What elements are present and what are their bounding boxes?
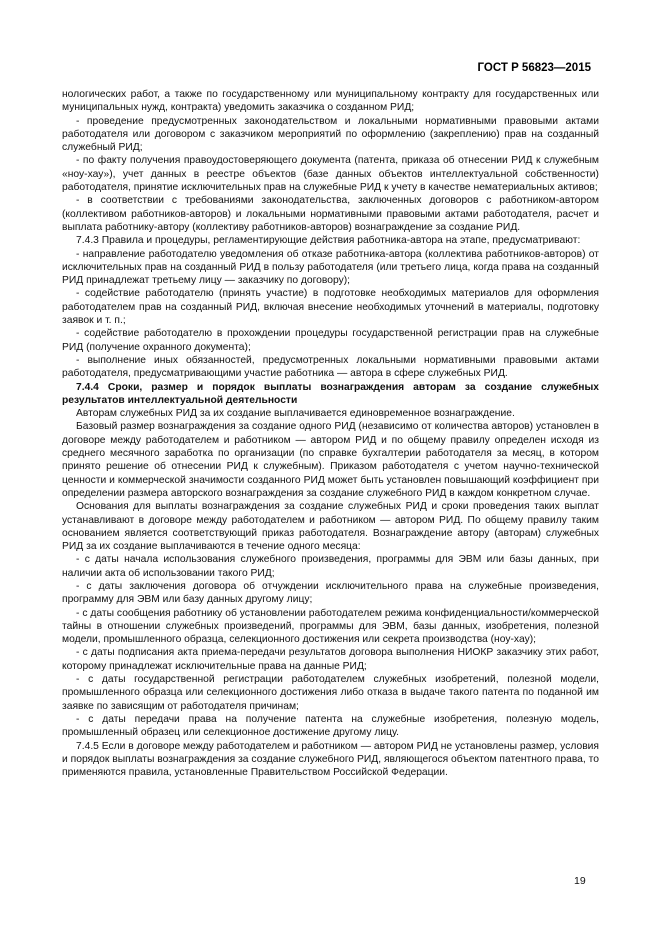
paragraph: нологических работ, а также по государственному или муниципальному контракту для государственных или муниципальных нужд, контракта) уведомить заказчика о созданном РИД; bbox=[62, 89, 599, 114]
paragraph: - по факту получения правоудостоверяющего документа (патента, приказа об отнесении РИД к служебным «ноу-хау»), учет данных в реестре объектов (базе данных объектов интеллектуальной собственности) работодателя, принятие исключительных прав на служебные РИД к учету в качестве нематериальных активов; bbox=[62, 155, 599, 194]
paragraph: 7.4.5 Если в договоре между работодателем и работником — автором РИД не установлены размер, условия и порядок выплаты вознаграждения за создание служебного РИД, являющегося объектом патентного права, то применяются правила, установленные Правительством Российской Федерации. bbox=[62, 740, 599, 779]
paragraph: - содействие работодателю в прохождении процедуры государственной регистрации прав на служебные РИД (получение охранного документа); bbox=[62, 328, 599, 353]
document-code-header: ГОСТ Р 56823—2015 bbox=[477, 62, 591, 74]
paragraph: Авторам служебных РИД за их создание выплачивается единовременное вознаграждение. bbox=[76, 408, 515, 420]
document-body bbox=[62, 88, 599, 779]
paragraph: - содействие работодателю (принять участие) в подготовке необходимых материалов для оформления работодателем прав на созданный РИД, включая внесение необходимых уточнений в материалы, подготовку заявок и т. п.; bbox=[62, 288, 599, 327]
paragraph: 7.4.4 Сроки, размер и порядок выплаты вознаграждения авторам за создание служебных результатов интеллектуальной деятельности bbox=[62, 381, 599, 406]
paragraph: Основания для выплаты вознаграждения за создание служебных РИД и сроки проведения таких выплат устанавливают в договоре между работодателем и работником — автором РИД. По общему правилу таким основанием является соответствующий приказ работодателя. Вознаграждение автору (авторам) служебных РИД за их создание выплачиваются в течение одного месяца: bbox=[62, 501, 599, 553]
paragraph: - с даты передачи права на получение патента на служебные изобретения, полезную модель, промышленный образец или селекционное достижение другому лицу. bbox=[62, 713, 599, 739]
paragraph: - выполнение иных обязанностей, предусмотренных локальными нормативными правовыми актами работодателя, предусматривающими участие работника — автора в сфере служебных РИД. bbox=[62, 354, 599, 380]
paragraph: - проведение предусмотренных законодательством и локальными нормативными правовыми актами работодателя или договором с заказчиком мероприятий по оформлению (закреплению) прав на созданный служебный РИД; bbox=[62, 115, 599, 154]
paragraph: - в соответствии с требованиями законодательства, заключенных договоров с работником-автором (коллективом работников-авторов) и локальными нормативными правовыми актами работодателя, расчет и выплата работнику-автору (коллективу работников-авторов) вознаграждение за создание РИД. bbox=[62, 195, 599, 233]
page-number: 19 bbox=[574, 875, 586, 887]
paragraph: - с даты государственной регистрации работодателем служебных изобретений, полезной модели, промышленного образца или селекционного достижения либо отказа в выдаче такого патента по поданной им заявке по зависящим от работодателя причинам; bbox=[62, 674, 599, 712]
paragraph: - с даты начала использования служебного произведения, программы для ЭВМ или базы данных, при наличии акта об использовании такого РИД; bbox=[62, 554, 599, 579]
paragraph: Базовый размер вознаграждения за создание одного РИД (независимо от количества авторов) установлен в договоре между работодателем и работником — автором РИД и по общему правилу определен исходя из среднего месячного заработка по организации (по справке бухгалтерии работодателя за месяц, в котором принято решение об отнесении РИД к служебным). Приказом работодателя с учетом научно-технической ценности и коммерческой значимости созданного РИД может быть установлен повышающий коэффициент при определении размера авторского вознаграждения за создание служебного РИД в каждом конкретном случае. bbox=[62, 421, 599, 499]
paragraph: - с даты сообщения работнику об установлении работодателем режима конфиденциальности/коммерческой тайны в отношении служебных произведений, программы для ЭВМ, базы данных, изобретения, полезной модели, промышленного образца, селекционного достижения или секрета производства (ноу-хау); bbox=[62, 607, 599, 646]
paragraph: 7.4.3 Правила и процедуры, регламентирующие действия работника-автора на этапе, предусматривают: bbox=[76, 235, 581, 247]
paragraph: - с даты подписания акта приема-передачи результатов договора выполнения НИОКР заказчику этих работ, которому принадлежат исключительные права на данные РИД; bbox=[62, 647, 599, 672]
paragraph: - направление работодателю уведомления об отказе работника-автора (коллектива работников-авторов) от исключительных прав на созданный РИД в пользу работодателя (или третьего лица, когда права на созданный РИД принадлежат третьему лицу — заказчику по договору); bbox=[62, 248, 599, 287]
paragraph: - с даты заключения договора об отчуждении исключительного права на служебные произведения, программу для ЭВМ или базу данных другому лицу; bbox=[62, 580, 599, 606]
